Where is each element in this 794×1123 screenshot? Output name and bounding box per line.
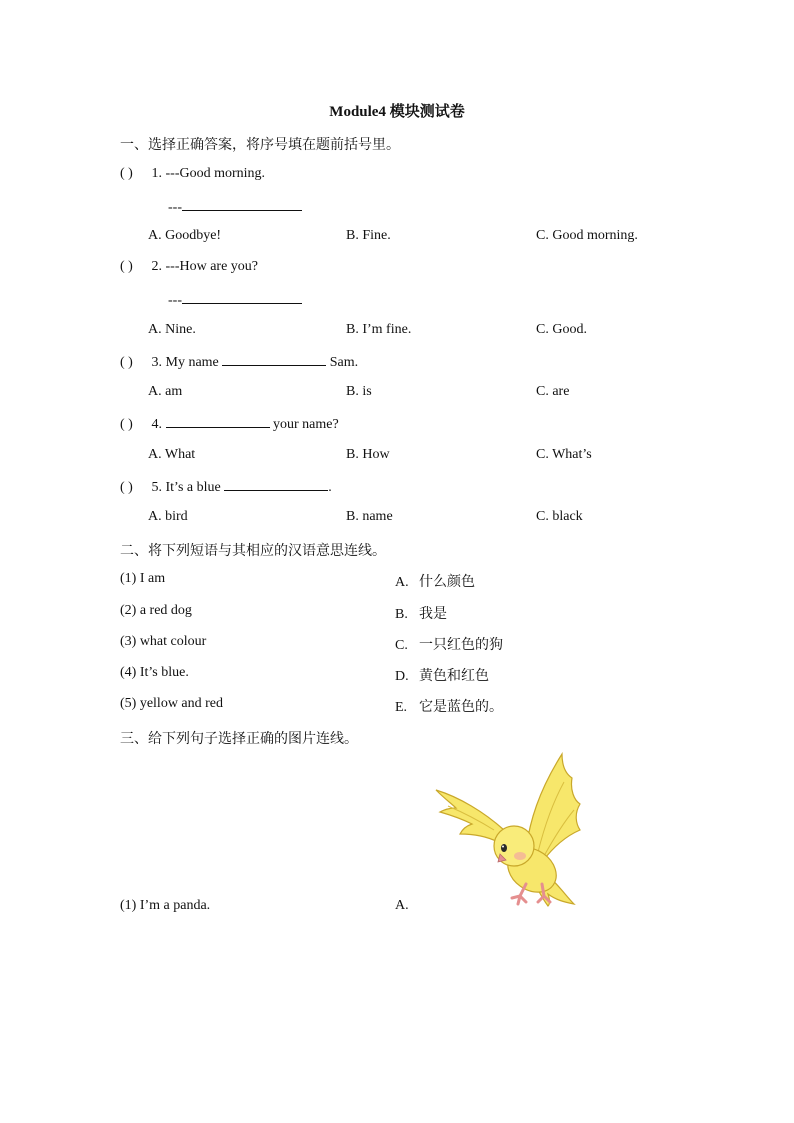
question-2 <box>120 259 258 275</box>
question-text-end: Sam. <box>326 355 359 370</box>
question-text-end: your name? <box>269 417 339 432</box>
match-right-item[interactable] <box>395 603 447 623</box>
answer-paren[interactable]: ( ) <box>120 417 133 432</box>
question-2-answer-line <box>168 291 302 309</box>
answer-paren[interactable]: ( ) <box>120 166 133 181</box>
q4-option-a[interactable]: A. What <box>148 447 196 462</box>
match-left-item[interactable]: (1) I am <box>120 571 166 586</box>
q2-option-c[interactable]: C. Good. <box>536 322 587 337</box>
match-meaning: 一只红色的狗 <box>419 637 503 653</box>
question-number: 3. <box>151 355 162 370</box>
question-number: 4. <box>151 417 162 432</box>
answer-blank[interactable] <box>166 415 270 428</box>
match-right-item[interactable] <box>395 665 489 685</box>
match-right-item[interactable] <box>395 571 475 591</box>
yellow-bird-icon[interactable] <box>434 752 584 908</box>
question-text-end: . <box>328 480 332 495</box>
match-meaning: 黄色和红色 <box>419 668 489 684</box>
question-text: It’s a blue <box>165 480 225 495</box>
answer-blank[interactable] <box>182 291 302 304</box>
question-text: My name <box>165 355 223 370</box>
q3-option-b[interactable]: B. is <box>346 384 372 399</box>
match-meaning: 它是蓝色的。 <box>419 699 503 715</box>
answer-blank[interactable] <box>182 198 302 211</box>
q1-option-a[interactable]: A. Goodbye! <box>148 228 222 243</box>
q1-option-b[interactable]: B. Fine. <box>346 228 391 243</box>
q2-option-a[interactable]: A. Nine. <box>148 322 196 337</box>
question-4 <box>120 415 339 433</box>
question-3 <box>120 353 358 371</box>
match-letter: B. <box>395 607 408 622</box>
picture-match-label[interactable]: A. <box>395 898 409 913</box>
match-meaning: 什么颜色 <box>419 574 475 590</box>
page-title: Module4 模块测试卷 <box>329 104 465 120</box>
question-number: 5. <box>151 480 162 495</box>
answer-prefix: --- <box>168 200 182 215</box>
question-5 <box>120 478 332 496</box>
q5-option-a[interactable]: A. bird <box>148 509 188 524</box>
question-1-answer-line <box>168 198 302 216</box>
match-left-item[interactable]: (2) a red dog <box>120 603 192 618</box>
match-left-item[interactable]: (3) what colour <box>120 634 207 649</box>
match-letter: D. <box>395 669 409 684</box>
answer-paren[interactable]: ( ) <box>120 355 133 370</box>
match-letter: E. <box>395 700 408 715</box>
answer-prefix: --- <box>168 293 182 308</box>
section-three-heading: 三、给下列句子选择正确的图片连线。 <box>120 731 358 747</box>
q1-option-c[interactable]: C. Good morning. <box>536 228 638 243</box>
match-letter: C. <box>395 638 408 653</box>
answer-blank[interactable] <box>222 353 326 366</box>
match-right-item[interactable] <box>395 634 503 654</box>
answer-paren[interactable]: ( ) <box>120 259 133 274</box>
question-text: ---Good morning. <box>165 166 266 181</box>
section-one-heading: 一、选择正确答案，将序号填在题前括号里。 <box>120 137 400 153</box>
match-left-item[interactable]: (4) It’s blue. <box>120 665 189 680</box>
q4-option-b[interactable]: B. How <box>346 447 390 462</box>
match-right-item[interactable] <box>395 696 503 716</box>
match-meaning: 我是 <box>419 606 447 622</box>
q5-option-c[interactable]: C. black <box>536 509 583 524</box>
question-text: ---How are you? <box>165 259 259 274</box>
match-left-item[interactable]: (5) yellow and red <box>120 696 224 711</box>
answer-paren[interactable]: ( ) <box>120 480 133 495</box>
question-number: 2. <box>151 259 162 274</box>
question-number: 1. <box>151 166 162 181</box>
match-letter: A. <box>395 575 409 590</box>
section-two-heading: 二、将下列短语与其相应的汉语意思连线。 <box>120 543 386 559</box>
picture-match-sentence[interactable]: (1) I’m a panda. <box>120 898 211 913</box>
answer-blank[interactable] <box>224 478 328 491</box>
q5-option-b[interactable]: B. name <box>346 509 393 524</box>
question-1 <box>120 166 265 182</box>
q4-option-c[interactable]: C. What’s <box>536 447 592 462</box>
q2-option-b[interactable]: B. I’m fine. <box>346 322 412 337</box>
q3-option-c[interactable]: C. are <box>536 384 570 399</box>
q3-option-a[interactable]: A. am <box>148 384 183 399</box>
